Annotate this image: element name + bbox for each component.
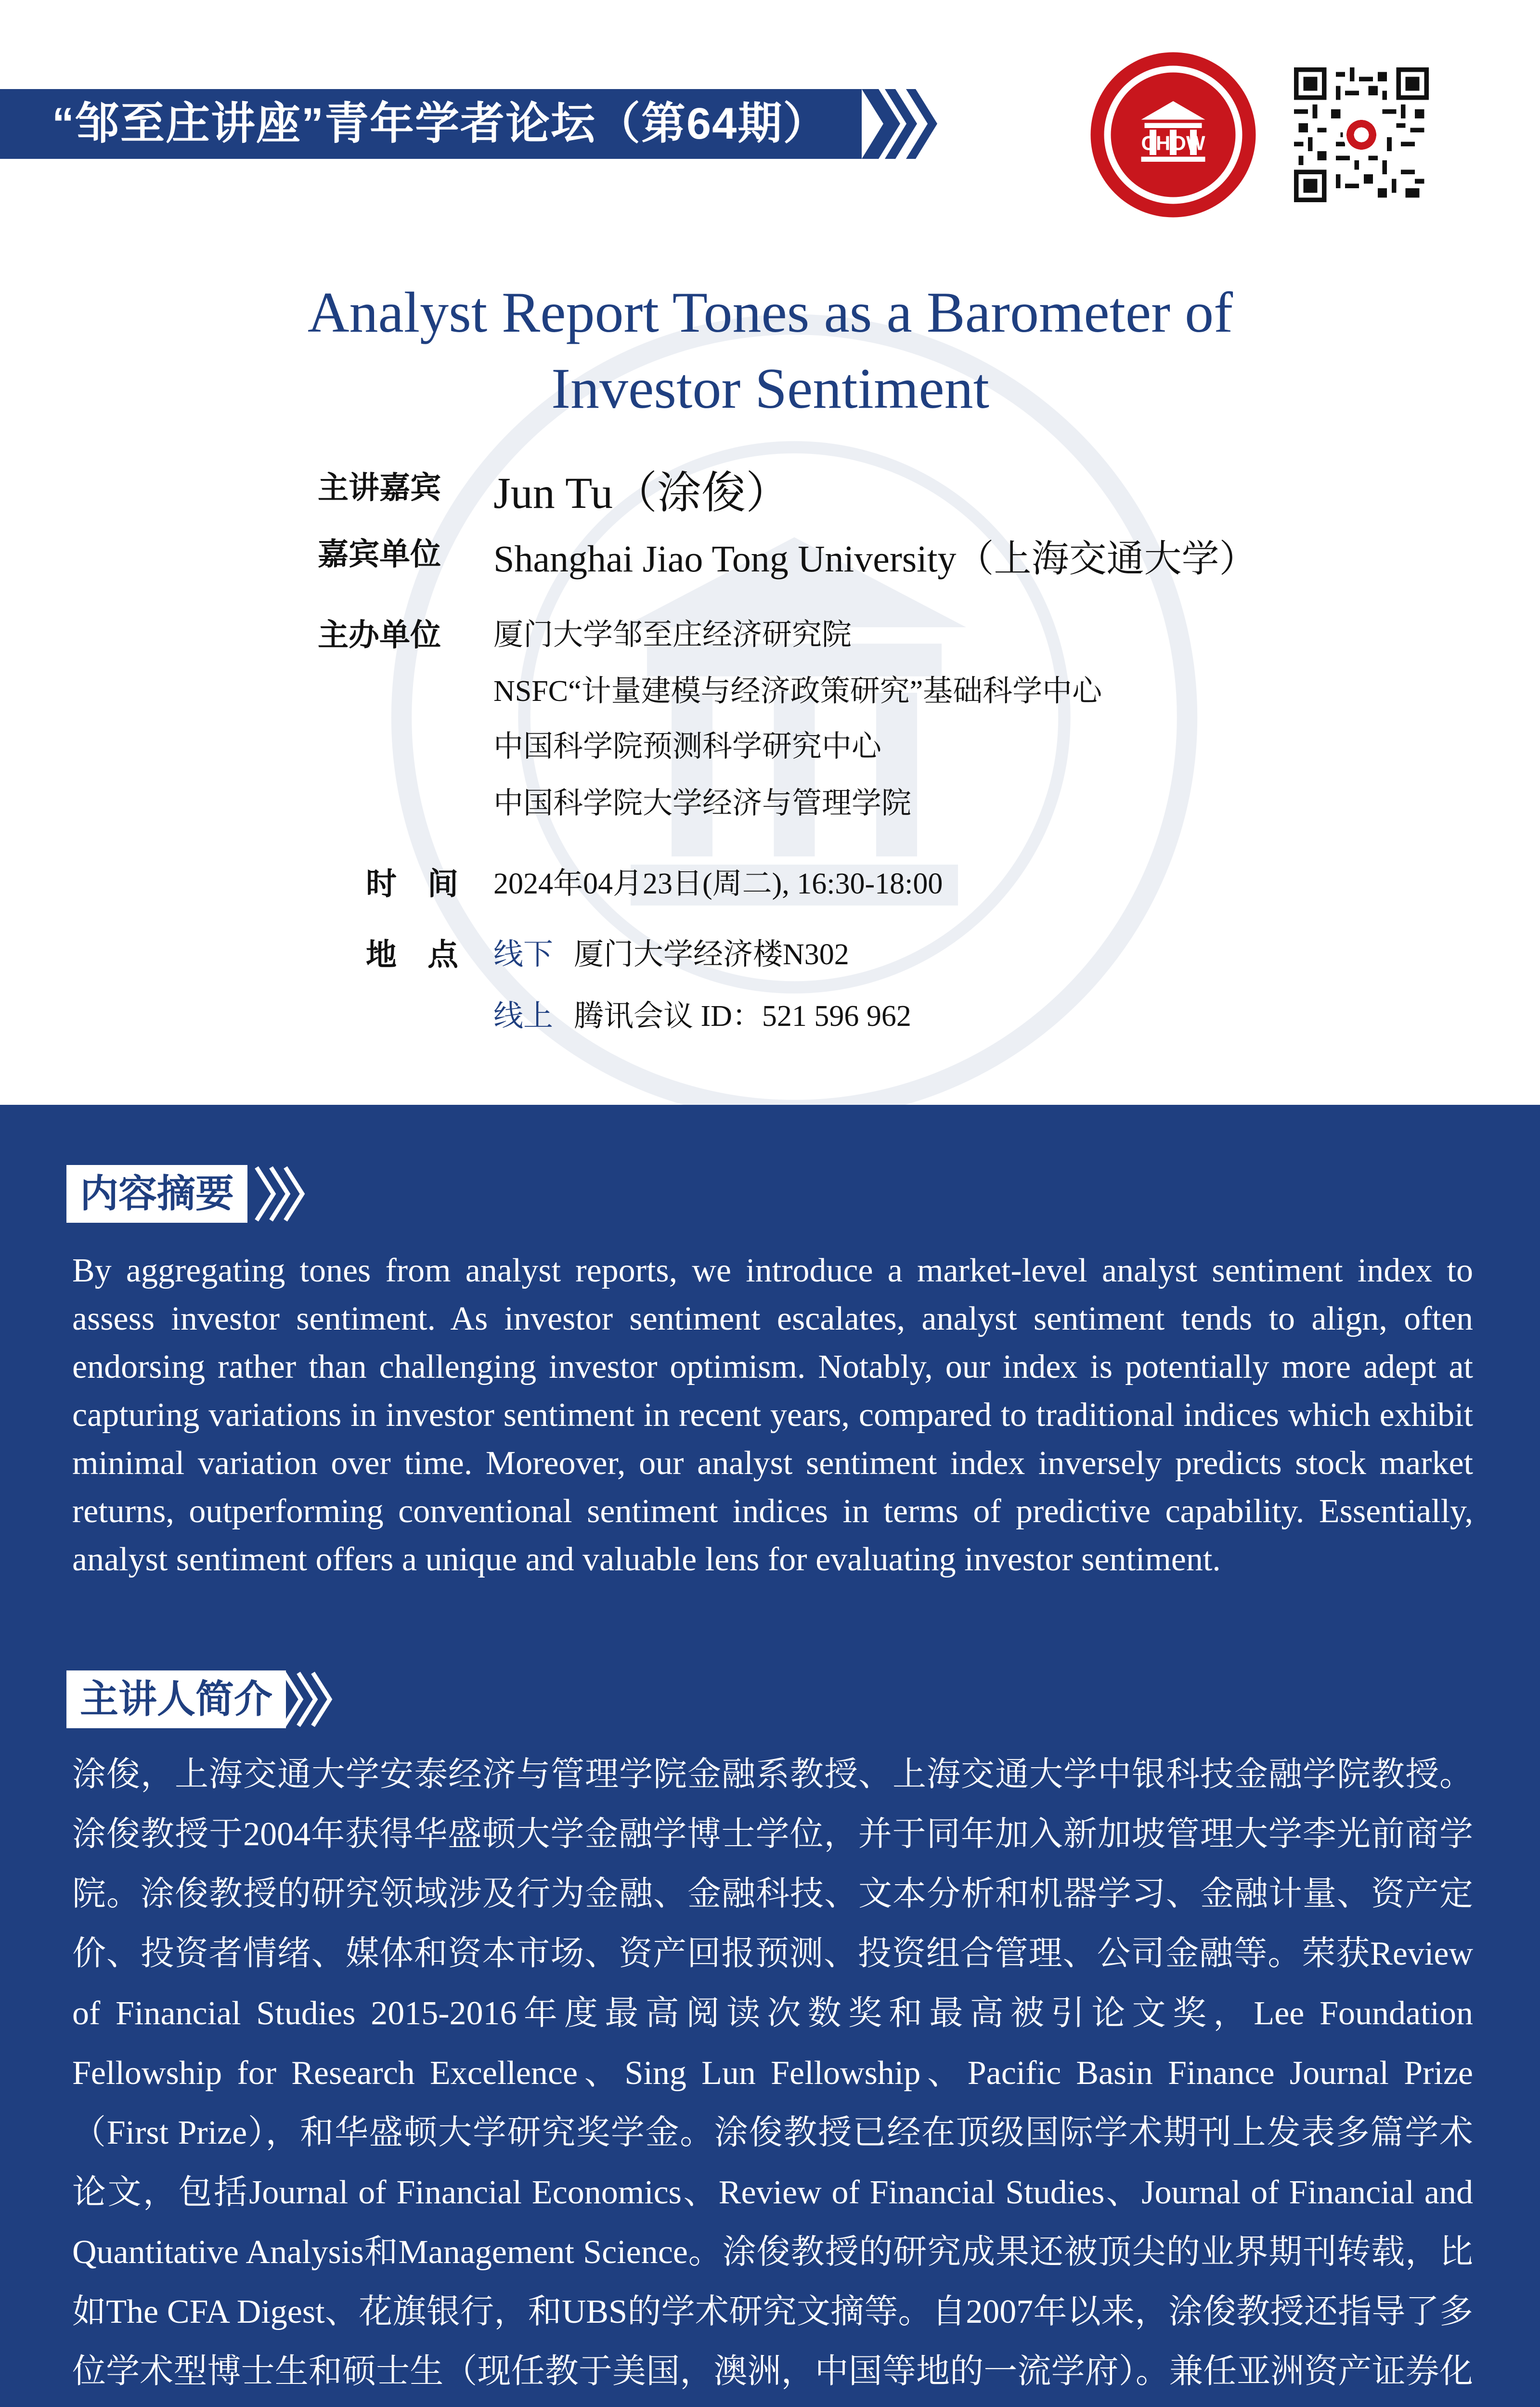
bio-chevrons-icon [282,1670,335,1728]
institute-logo [1089,51,1257,219]
time-label: 时 间 [366,867,458,901]
affiliation-value: Shanghai Jiao Tong University（上海交通大学） [493,538,1257,580]
online-label: 线上 [493,1000,554,1033]
organizer-1: 厦门大学邹至庄经济研究院 [493,619,852,651]
series-title: “邹至庄讲座”青年学者论坛（第64期） [52,99,828,148]
talk-title-line-1: Analyst Report Tones as a Barometer of [307,280,1233,344]
affiliation-label: 嘉宾单位 [318,537,441,571]
time-value: 2024年04月23日(周二), 16:30-18:00 [493,867,943,900]
banner-chevrons-icon [862,89,948,159]
talk-title-line-2: Investor Sentiment [551,356,989,420]
abstract-text: By aggregating tones from analyst reports, we introduce a market-level analyst sentiment index to assess investor sentiment. As investor sentiment escalates, analyst sentiment tends to align, often endorsing rather than challenging investor optimism. Notably, our index is potentially more adept at capturing variations in investor sentiment in recent years, compared to traditional indices which exhibit minimal variation over time. Moreover, our analyst sentiment index inversely predicts stock market returns, outperforming conventional sentiment indices in terms of predictive capability. Essentially, analyst sentiment offers a unique and valuable lens for evaluating investor sentiment. [72,1252,1473,1578]
bio-text: 涂俊，上海交通大学安泰经济与管理学院金融系教授、上海交通大学中银科技金融学院教授。涂俊教授于2004年获得华盛顿大学金融学博士学位，并于同年加入新加坡管理大学李光前商学院。涂俊教授的研究领域涉及行为金融、金融科技、文本分析和机器学习、金融计量、资产定价、投资者情绪、媒体和资本市场、资产回报预测、投资组合管理、公司金融等。荣获Review of Financial Studies 2015-2016年度最高阅读次数奖和最高被引论文奖，Lee Foundation Fellowship for Research Excellence、Sing Lun Fellowship、Pacific Basin Finance Journal Prize（First Prize），和华盛顿大学研究奖学金。涂俊教授已经在顶级国际学术期刊上发表多篇学术论文，包括Journal of Financial Economics、Review of Financial Studies、Journal of Financial and Quantitative Analysis和Management Science。涂俊教授的研究成果还被顶尖的业界期刊转载，比如The CFA Digest、花旗银行，和UBS的学术研究文摘等。自2007年以来，涂俊教授还指导了多位学术型博士生和硕士生（现任教于美国，澳洲，中国等地的一流学府）。兼任亚洲资产证券化 [72,1756,1473,2390]
organizer-2: NSFC“计量建模与经济政策研究”基础科学中心 [493,675,1102,708]
bio-heading: 主讲人简介 [66,1670,286,1728]
logo-center-text: CHOW [1141,131,1205,155]
abstract-heading: 内容摘要 [66,1165,247,1223]
organizer-label: 主办单位 [318,618,441,652]
abstract-chevrons-icon [254,1165,307,1223]
organizer-4: 中国科学院大学经济与管理学院 [493,787,912,820]
organizer-3: 中国科学院预测科学研究中心 [493,730,882,763]
qr-code-icon [1294,67,1429,202]
speaker-label: 主讲嘉宾 [318,470,441,505]
online-venue: 腾讯会议 ID：521 596 962 [574,1000,911,1033]
speaker-name: Jun Tu（涂俊） [493,468,790,518]
offline-label: 线下 [493,938,554,971]
offline-venue: 厦门大学经济楼N302 [574,938,849,971]
venue-label: 地 点 [366,937,458,972]
poster-top-section [0,0,1540,1105]
talk-title [144,274,1396,427]
